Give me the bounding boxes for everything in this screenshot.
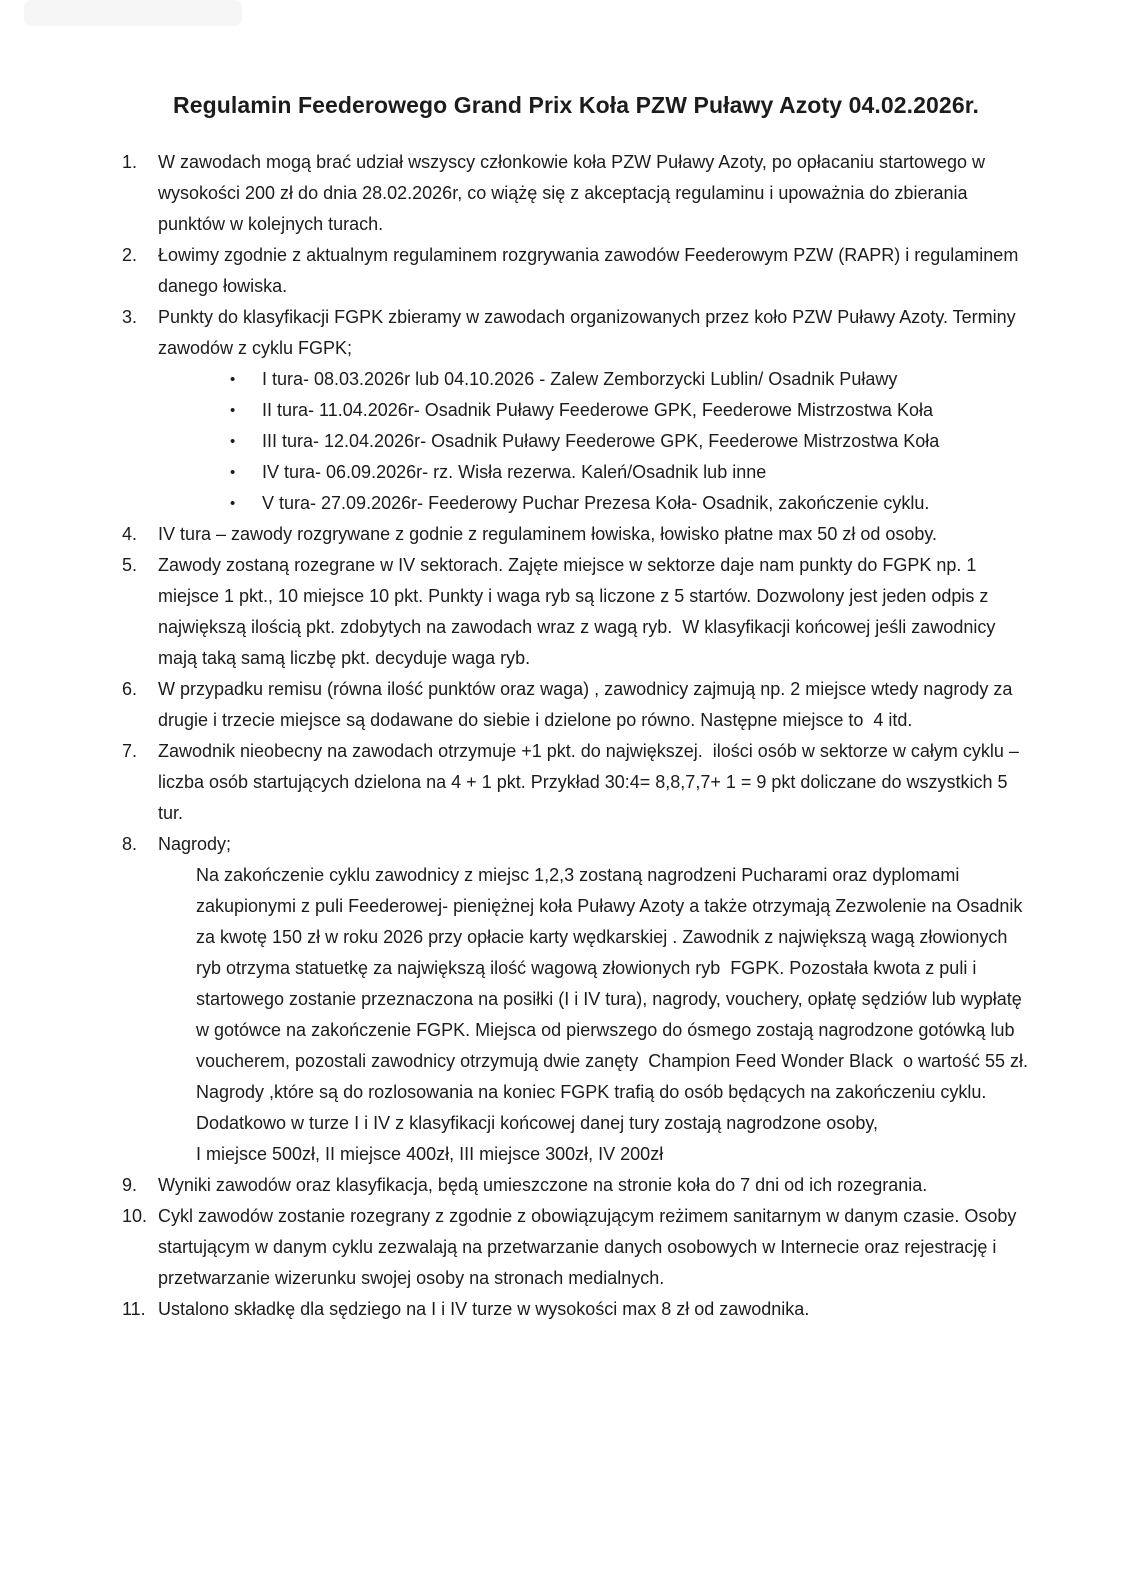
item-number: 11. [122, 1299, 146, 1319]
bullet-icon: • [230, 433, 236, 450]
item-text: Łowimy zgodnie z aktualnym regulaminem rozgrywania zawodów Feederowym PZW (RAPR) i regulaminem danego łowiska. [158, 245, 1024, 296]
item-body [158, 550, 1030, 674]
item-number: 7. [122, 741, 138, 761]
document-title: Regulamin Feederowego Grand Prix Koła PZW Puławy Azoty 04.02.2026r. [173, 92, 979, 118]
bullet-text: III tura- 12.04.2026r- Osadnik Puławy Feederowe GPK, Feederowe Mistrzostwa Koła [262, 431, 940, 451]
bullet-icon: • [230, 495, 236, 512]
bullet-text: II tura- 11.04.2026r- Osadnik Puławy Feederowe GPK, Feederowe Mistrzostwa Koła [262, 400, 933, 420]
list-item [122, 829, 1030, 1170]
item-text: Ustalono składkę dla sędziego na I i IV turze w wysokości max 8 zł od zawodnika. [158, 1299, 810, 1319]
item-body [158, 302, 1030, 519]
list-item [122, 1170, 1030, 1201]
list-item [122, 519, 1030, 550]
sub-paragraph: Nagrody ,które są do rozlosowania na koniec FGPK trafią do osób będących na zakończeniu cyklu. [196, 1082, 987, 1102]
item-number: 2. [122, 245, 138, 265]
list-item [122, 674, 1030, 736]
item-number: 6. [122, 679, 138, 699]
bullet-item [158, 364, 1030, 395]
item-number: 5. [122, 555, 138, 575]
item-text: IV tura – zawody rozgrywane z godnie z regulaminem łowiska, łowisko płatne max 50 zł od osoby. [158, 524, 938, 544]
item-text: Punkty do klasyfikacji FGPK zbieramy w zawodach organizowanych przez koło PZW Puławy Azoty. Terminy zawodów z cyklu FGPK; [158, 307, 1021, 358]
item-text: Cykl zawodów zostanie rozegrany z zgodnie z obowiązującym reżimem sanitarnym w danym czasie. Osoby startującym w danym cyklu zezwalają na przetwarzanie danych osobowych w Internecie oraz rejestrację i przetwarzanie wizerunku swojej osoby na stronach medialnych. [158, 1206, 1022, 1288]
item-body [158, 147, 1030, 240]
item-number: 9. [122, 1175, 138, 1195]
bullet-icon: • [230, 464, 236, 481]
list-item [122, 240, 1030, 302]
item-body [158, 736, 1030, 829]
list-item [122, 736, 1030, 829]
bullet-text: V tura- 27.09.2026r- Feederowy Puchar Prezesa Koła- Osadnik, zakończenie cyklu. [262, 493, 930, 513]
item-text: Zawody zostaną rozegrane w IV sektorach. Zajęte miejsce w sektorze daje nam punkty do FGPK np. 1 miejsce 1 pkt., 10 miejsce 10 pkt. Punkty i waga ryb są liczone z 5 startów. Dozwolony jest jeden odpis z największą ilością pkt. zdobytych na zawodach wraz z wagą ryb. W klasyfikacji końcowej jeśli zawodnicy mają taką samą liczbę pkt. decyduje waga ryb. [158, 555, 1001, 668]
bullet-item [158, 488, 1030, 519]
list-item [122, 147, 1030, 240]
bullet-item [158, 457, 1030, 488]
item-text: W przypadku remisu (równa ilość punktów oraz waga) , zawodnicy zajmują np. 2 miejsce wtedy nagrody za drugie i trzecie miejsce są dodawane do siebie i dzielone po równo. Następne miejsce to 4 itd. [158, 679, 1018, 730]
item-body [158, 1170, 1030, 1201]
item-number: 3. [122, 307, 138, 327]
sub-paragraph: Na zakończenie cyklu zawodnicy z miejsc 1,2,3 zostaną nagrodzeni Pucharami oraz dyplomami zakupionymi z puli Feederowej- pieniężnej koła Puławy Azoty a także otrzymają Zezwolenie na Osadnik za kwotę 150 zł w roku 2026 przy opłacie karty wędkarskiej . Zawodnik z największą wagą złowionych ryb otrzyma statuetkę za największą ilość wagową złowionych ryb FGPK. Pozostała kwota z puli i startowego zostanie przeznaczona na posiłki (I i IV tura), nagrody, vouchery, opłatę sędziów lub wypłatę w gotówce na zakończenie FGPK. Miejsca od pierwszego do ósmego zostają nagrodzone gotówką lub voucherem, pozostali zawodnicy otrzymują dwie zanęty Champion Feed Wonder Black o wartość 55 zł. [196, 865, 1029, 1071]
sub-paragraph: I miejsce 500zł, II miejsce 400zł, III miejsce 300zł, IV 200zł [196, 1144, 664, 1164]
item-body [158, 674, 1030, 736]
item-text: Zawodnik nieobecny na zawodach otrzymuje +1 pkt. do największej. ilości osób w sektorze w całym cyklu – liczba osób startujących dzielona na 4 + 1 pkt. Przykład 30:4= 8,8,7,7+ 1 = 9 pkt doliczane do wszystkich 5 tur. [158, 741, 1024, 823]
item-body [158, 829, 1030, 1170]
item-number: 1. [122, 152, 138, 172]
list-item [122, 1294, 1030, 1325]
bullet-text: IV tura- 06.09.2026r- rz. Wisła rezerwa. Kaleń/Osadnik lub inne [262, 462, 767, 482]
scan-artifact [24, 0, 242, 26]
item-body [158, 240, 1030, 302]
item-text: Nagrody; [158, 834, 232, 854]
bullet-text: I tura- 08.03.2026r lub 04.10.2026 - Zalew Zemborzycki Lublin/ Osadnik Puławy [262, 369, 898, 389]
regulations-list [122, 147, 1030, 1325]
bullet-icon: • [230, 402, 236, 419]
bullet-icon: • [230, 371, 236, 388]
item-body [158, 1294, 1030, 1325]
item-number: 10. [122, 1206, 148, 1226]
list-item [122, 550, 1030, 674]
sub-paragraph: Dodatkowo w turze I i IV z klasyfikacji końcowej danej tury zostają nagrodzone osoby, [196, 1113, 879, 1133]
item-number: 8. [122, 834, 138, 854]
item-text: W zawodach mogą brać udział wszyscy członkowie koła PZW Puławy Azoty, po opłacaniu startowego w wysokości 200 zł do dnia 28.02.2026r, co wiążę się z akceptacją regulaminu i upoważnia do zbierania punktów w kolejnych turach. [158, 152, 991, 234]
bullet-item [158, 395, 1030, 426]
item-number: 4. [122, 524, 138, 544]
list-item [122, 1201, 1030, 1294]
item-text: Wyniki zawodów oraz klasyfikacja, będą umieszczone na stronie koła do 7 dni od ich rozegrania. [158, 1175, 928, 1195]
list-item [122, 302, 1030, 519]
bullet-item [158, 426, 1030, 457]
item-body [158, 1201, 1030, 1294]
item-body [158, 519, 1030, 550]
